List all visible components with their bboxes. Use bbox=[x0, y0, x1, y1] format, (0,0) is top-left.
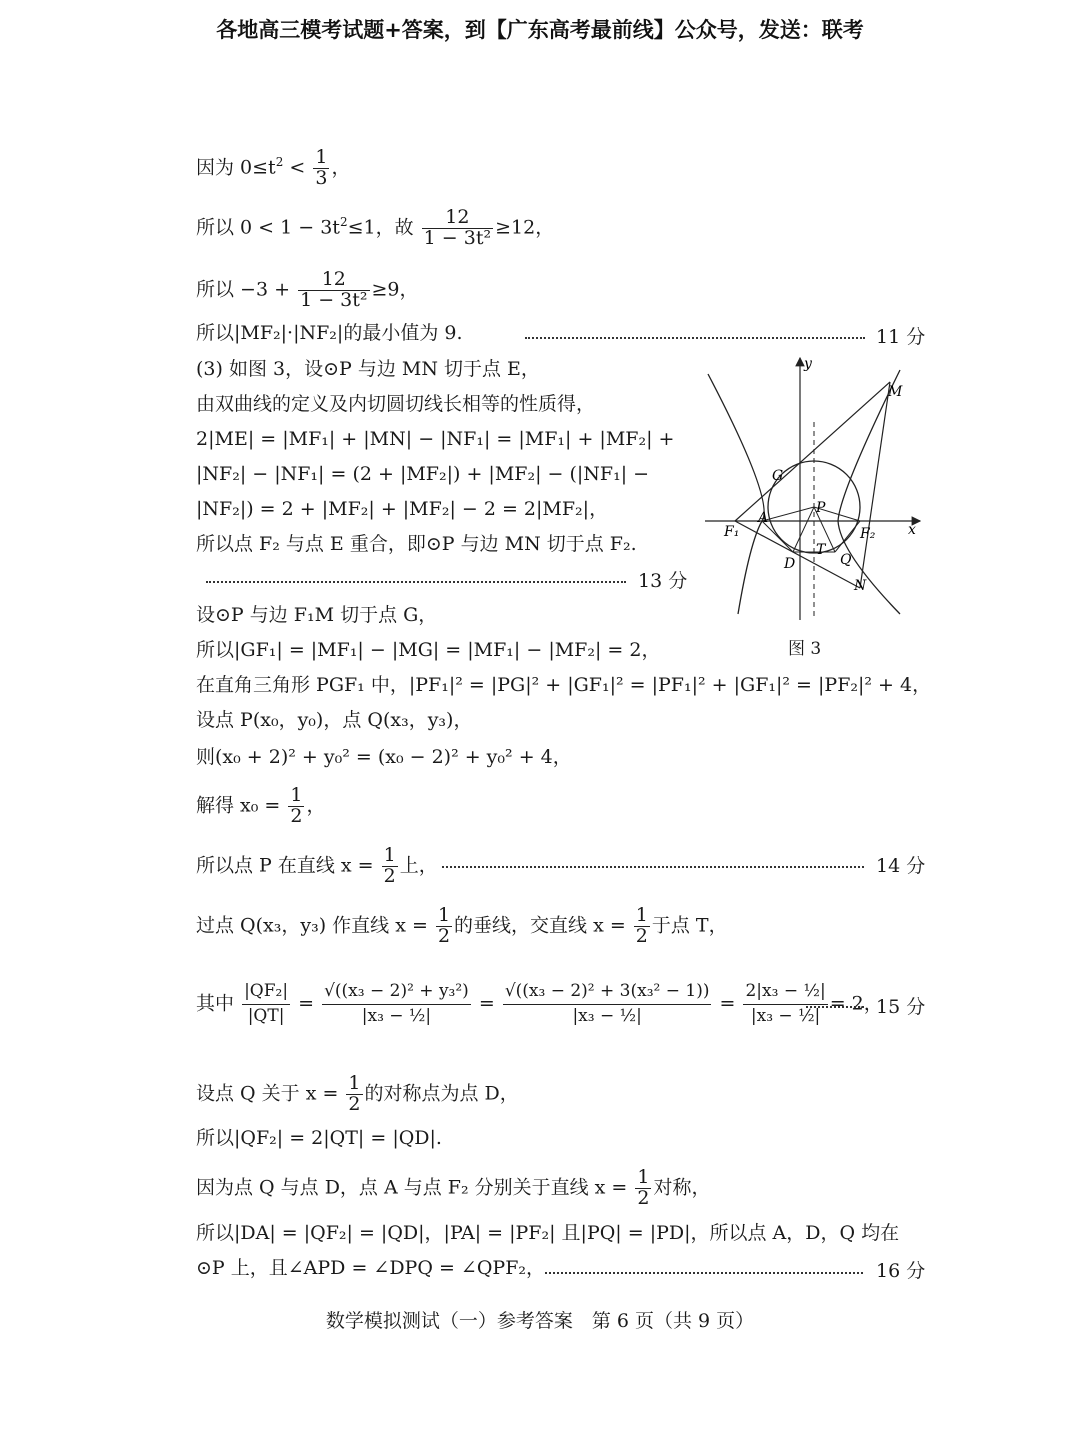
line-18-text-b: 的垂线，交直线 x = bbox=[454, 914, 626, 937]
segment-PA bbox=[762, 507, 814, 521]
line-18-text: 过点 Q(x₃，y₃) 作直线 x = bbox=[196, 914, 428, 937]
label-N: N bbox=[854, 578, 867, 594]
label-P: P bbox=[816, 500, 826, 516]
line-21: 所以|QF₂| = 2|QT| = |QD|. bbox=[196, 1127, 442, 1149]
line-3-end: ≥9， bbox=[371, 278, 419, 301]
line-20-text: 设点 Q 关于 x = bbox=[196, 1082, 339, 1105]
line-23: 所以|DA| = |QF₂| = |QD|，|PA| = |PF₂| 且|PQ| = |PD|，所以点 A，D，Q 均在 bbox=[196, 1222, 900, 1244]
line-4: 所以|MF₂|·|NF₂|的最小值为 9. bbox=[196, 322, 463, 344]
score-15: 15 分 bbox=[876, 996, 926, 1018]
line-9: |NF₂|) = 2 + |MF₂| + |MF₂| − 2 = 2|MF₂|， bbox=[196, 498, 609, 520]
line-24: ⊙P 上，且∠APD = ∠DPQ = ∠QPF₂， bbox=[196, 1257, 545, 1279]
score-11: 11 分 bbox=[876, 326, 926, 348]
line-17 bbox=[196, 846, 438, 887]
label-D: D bbox=[784, 556, 796, 572]
line-2-text-b: ≤1，故 bbox=[347, 216, 414, 239]
score-14: 14 分 bbox=[876, 855, 926, 877]
line-17-text: 所以点 P 在直线 x = bbox=[196, 854, 374, 877]
page-footer: 数学模拟测试（一）参考答案 第 6 页（共 9 页） bbox=[325, 1310, 755, 1332]
line-2 bbox=[196, 208, 554, 249]
line-19: 其中 $\frac{\text{|QF₂|}}{|QT|}$ = $\frac{\text{√((x₃ − 2)² + y₃²)}}{\text{|x₃ − ½|}}$ = $\frac{\text{√((x₃ − 2)² + 3(x₃² − 1))}}{\text{|x₃ − ½|}}$ = $\frac{\text{2|x₃ − ½|}}{\text{|x₃ − ½|}}$ = 2， bbox=[196, 980, 883, 1029]
score-leader-dots bbox=[806, 1006, 864, 1008]
label-A: A bbox=[758, 510, 769, 526]
line-16 bbox=[196, 786, 326, 827]
line-15: 则(x₀ + 2)² + y₀² = (x₀ − 2)² + y₀² + 4， bbox=[196, 746, 572, 768]
label-T: T bbox=[816, 542, 826, 558]
fraction-sqrt-2: $\frac{\text{√((x₃ − 2)² + 3(x₃² − 1))}}{\text{|x₃ − ½|}}$ bbox=[504, 981, 710, 1026]
line-10: 所以点 F₂ 与点 E 重合，即⊙P 与边 MN 切于点 F₂. bbox=[196, 533, 637, 555]
line-12: 所以|GF₁| = |MF₁| − |MG| = |MF₁| − |MF₂| = 2， bbox=[196, 639, 661, 661]
line-7: 2|ME| = |MF₁| + |MN| − |NF₁| = |MF₁| + |MF₂| + bbox=[196, 428, 675, 450]
line-16-text: 解得 x₀ = bbox=[196, 794, 281, 817]
line-19-text: 其中 bbox=[196, 992, 235, 1015]
line-20 bbox=[196, 1074, 519, 1115]
line-22-text: 因为点 Q 与点 D，点 A 与点 F₂ 分别关于直线 x = bbox=[196, 1176, 628, 1199]
label-Q: Q bbox=[840, 552, 852, 568]
exponent: 2 bbox=[339, 215, 348, 230]
fraction: $\frac{1}{2}$ bbox=[437, 904, 451, 947]
line-1-text: 因为 0≤t bbox=[196, 156, 276, 179]
label-x: x bbox=[908, 522, 916, 538]
line-11: 设⊙P 与边 F₁M 切于点 G， bbox=[196, 604, 438, 626]
figure-3 bbox=[700, 352, 930, 622]
label-G: G bbox=[772, 468, 784, 484]
fraction: $\frac{1}{2}$ bbox=[637, 1166, 650, 1209]
line-22-end: 对称， bbox=[653, 1176, 711, 1199]
line-1-text-b: < bbox=[283, 156, 306, 179]
side-MN bbox=[860, 382, 890, 588]
line-20-end: 的对称点为点 D， bbox=[364, 1082, 519, 1105]
label-y: y bbox=[804, 356, 812, 372]
fraction: $\frac{12}{\text{1 − 3t²}}$ bbox=[423, 206, 492, 249]
score-13: 13 分 bbox=[638, 570, 688, 592]
line-13: 在直角三角形 PGF₁ 中，|PF₁|² = |PG|² + |GF₁|² = |PF₁|² + |GF₁|² = |PF₂|² + 4， bbox=[196, 674, 932, 696]
fraction: $\frac{1}{2}$ bbox=[290, 784, 303, 827]
line-18 bbox=[196, 906, 728, 947]
hyperbola-left-branch bbox=[708, 374, 764, 614]
segment-PD bbox=[793, 507, 814, 552]
exponent: 2 bbox=[275, 155, 284, 170]
line-3 bbox=[196, 270, 419, 311]
score-leader-dots bbox=[525, 337, 865, 339]
line-22 bbox=[196, 1168, 710, 1209]
label-M: M bbox=[888, 384, 903, 400]
header-banner: 各地高三模考试题+答案，到【广东高考最前线】公众号，发送：联考 bbox=[216, 18, 864, 42]
line-19-end: = 2， bbox=[829, 992, 883, 1015]
line-2-text: 所以 0 < 1 − 3t bbox=[196, 216, 340, 239]
label-F1: F₁ bbox=[724, 524, 740, 540]
fraction: $\frac{12}{\text{1 − 3t²}}$ bbox=[300, 268, 368, 311]
line-17-end: 上， bbox=[399, 854, 438, 877]
line-14: 设点 P(x₀，y₀)，点 Q(x₃，y₃)， bbox=[196, 709, 473, 731]
line-1 bbox=[196, 148, 350, 189]
fraction-qf2-qt: $\frac{\text{|QF₂|}}{|QT|}$ bbox=[244, 981, 289, 1026]
figure-caption: 图 3 bbox=[788, 639, 822, 659]
line-1-end: ， bbox=[331, 156, 351, 179]
fraction: $\frac{1}{2}$ bbox=[383, 844, 396, 887]
line-8: |NF₂| − |NF₁| = (2 + |MF₂|) + |MF₂| − (|NF₁| − bbox=[196, 463, 650, 485]
line-6: 由双曲线的定义及内切圆切线长相等的性质得， bbox=[196, 393, 596, 415]
label-F2: F₂ bbox=[860, 526, 876, 542]
score-leader-dots bbox=[545, 1272, 863, 1274]
score-16: 16 分 bbox=[876, 1260, 926, 1282]
fraction: $\frac{1}{2}$ bbox=[635, 904, 648, 947]
fraction-abs: $\frac{\text{2|x₃ − ½|}}{\text{|x₃ − ½|}}$ bbox=[745, 981, 826, 1026]
line-2-end: ≥12， bbox=[495, 216, 555, 239]
side-F1M bbox=[735, 382, 890, 521]
fraction-sqrt-1: $\frac{\text{√((x₃ − 2)² + y₃²)}}{\text{|x₃ − ½|}}$ bbox=[324, 981, 469, 1026]
line-16-end: ， bbox=[306, 794, 326, 817]
score-leader-dots bbox=[206, 581, 626, 583]
line-18-end: 于点 T， bbox=[651, 914, 728, 937]
hyperbola-right-branch bbox=[838, 370, 900, 614]
fraction: $\frac{1}{2}$ bbox=[348, 1072, 361, 1115]
score-leader-dots bbox=[442, 866, 864, 868]
line-5: (3) 如图 3，设⊙P 与边 MN 切于点 E， bbox=[196, 358, 540, 380]
line-3-text: 所以 −3 + bbox=[196, 278, 291, 301]
fraction: $\frac{1}{3}$ bbox=[315, 146, 328, 189]
